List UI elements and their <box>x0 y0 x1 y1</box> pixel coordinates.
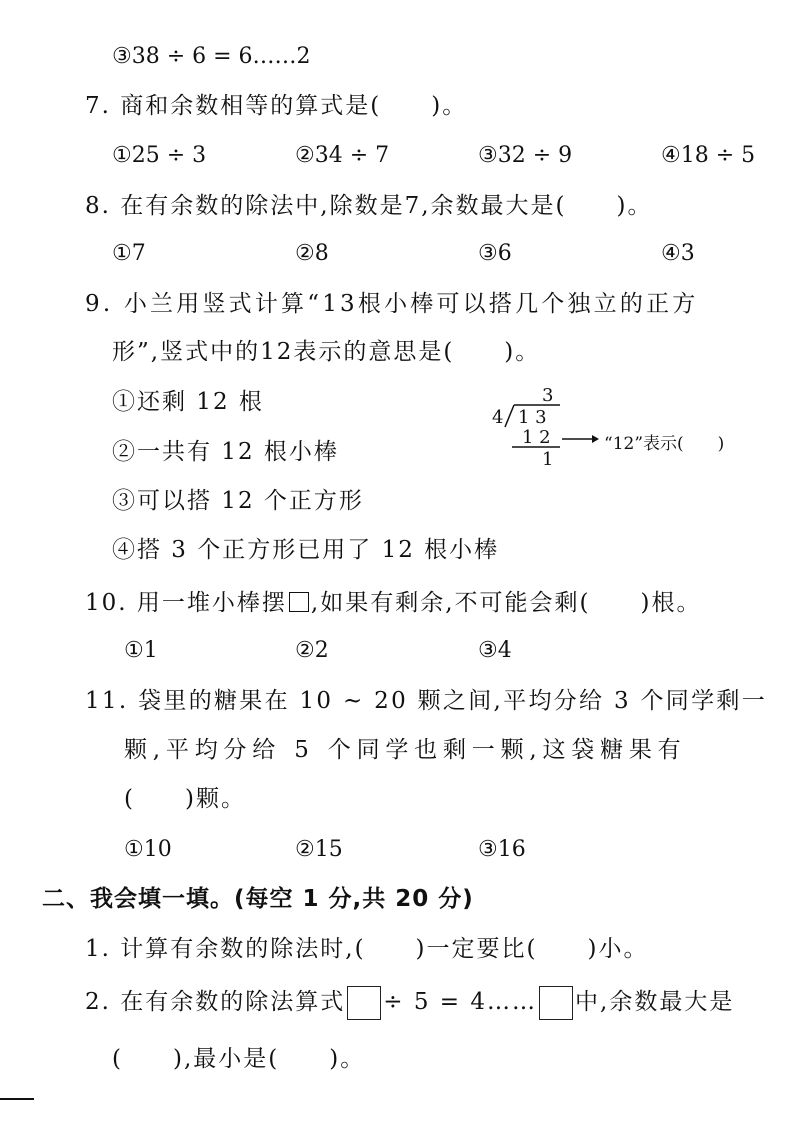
q11-stem-line-3: ( )颗。 <box>124 786 246 812</box>
q8-option-4: ④3 <box>661 241 695 266</box>
q11-stem-line-1: 11. 袋里的糖果在 10 ~ 20 颗之间,平均分给 3 个同学剩一 <box>85 688 768 714</box>
q10-stem <box>85 588 701 618</box>
bottom-divider <box>0 1098 34 1100</box>
q9-option-4: ④搭 3 个正方形已用了 12 根小棒 <box>112 537 500 563</box>
q10-option-2: ②2 <box>295 638 329 663</box>
q7-option-3: ③32 ÷ 9 <box>478 143 573 168</box>
q9-stem-line-2: 形”,竖式中的12表示的意思是( )。 <box>112 339 541 365</box>
s2-q2-line-1 <box>85 986 734 1020</box>
q9-option-3: ③可以搭 12 个正方形 <box>112 488 364 514</box>
q8-option-1: ①7 <box>112 241 146 266</box>
q7-stem: 7. 商和余数相等的算式是( )。 <box>85 93 468 119</box>
q11-option-1: ①10 <box>124 837 172 862</box>
square-symbol <box>289 592 309 612</box>
section-2-heading: 二、我会填一填。(每空 1 分,共 20 分) <box>42 886 474 912</box>
q11-stem-line-2: 颗,平均分给 5 个同学也剩一颗,这袋糖果有 <box>124 737 687 763</box>
division-divisor: 4 <box>492 407 504 428</box>
q11-option-2: ②15 <box>295 837 343 862</box>
long-division-figure <box>488 383 788 473</box>
q10-option-1: ①1 <box>124 638 158 663</box>
s2-q2-middle: ÷ 5 = 4…… <box>383 989 538 1015</box>
division-annotation: “12”表示( ) <box>604 434 725 454</box>
s2-q2-after: 中,余数最大是 <box>575 989 735 1015</box>
division-quotient: 3 <box>542 385 554 406</box>
q8-option-2: ②8 <box>295 241 329 266</box>
division-remainder: 1 <box>542 449 554 470</box>
q10-stem-after: ,如果有剩余,不可能会剩( )根。 <box>310 590 702 616</box>
s2-q1: 1. 计算有余数的除法时,( )一定要比( )小。 <box>85 936 649 962</box>
q9-option-2: ②一共有 12 根小棒 <box>112 439 339 465</box>
s2-q2-line-2: ( ),最小是( )。 <box>112 1046 366 1072</box>
answer-box-dividend[interactable] <box>347 986 381 1020</box>
q7-option-2: ②34 ÷ 7 <box>295 143 390 168</box>
q10-stem-before: 10. 用一堆小棒摆 <box>85 590 287 616</box>
q9-stem-line-1: 9. 小兰用竖式计算“13根小棒可以搭几个独立的正方 <box>85 291 699 317</box>
q6-option-3: ③38 ÷ 6 = 6……2 <box>112 44 311 69</box>
q7-option-1: ①25 ÷ 3 <box>112 143 207 168</box>
q10-option-3: ③4 <box>478 638 512 663</box>
division-product: 1 2 <box>522 427 551 448</box>
q8-stem: 8. 在有余数的除法中,除数是7,余数最大是( )。 <box>85 193 653 219</box>
s2-q2-before: 2. 在有余数的除法算式 <box>85 989 346 1015</box>
division-dividend: 1 3 <box>518 407 547 428</box>
q8-option-3: ③6 <box>478 241 512 266</box>
answer-box-remainder[interactable] <box>539 986 573 1020</box>
q7-option-4: ④18 ÷ 5 <box>661 143 756 168</box>
q9-option-1: ①还剩 12 根 <box>112 389 264 415</box>
q11-option-3: ③16 <box>478 837 526 862</box>
